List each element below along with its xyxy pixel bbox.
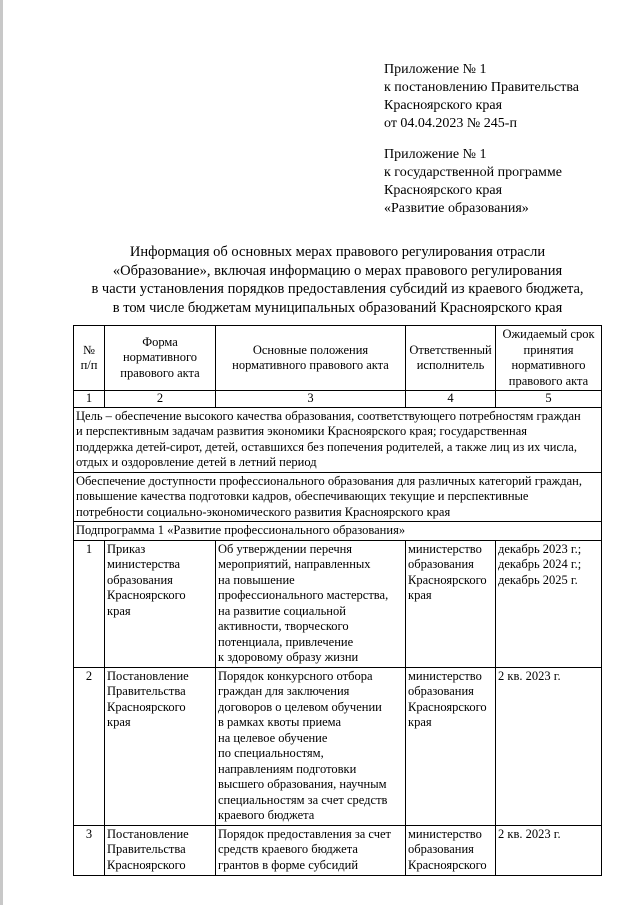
title-line: в том числе бюджетам муниципальных образований Красноярского края — [112, 299, 563, 316]
column-number: 2 — [105, 391, 216, 408]
row-number: 2 — [74, 667, 105, 825]
goal-cell: Цель – обеспечение высокого качества образования, соответствующего потребностям граждан и перспективным задачам развития экономики Красноярского края; государственная поддержка детей-сирот, детей, оставшихся без попечения родителей, а также лиц из их числа, отдых и оздоровление детей в летний период — [74, 407, 602, 472]
column-number-row — [74, 391, 602, 408]
act-form-cell: Приказ министерства образования Красноярского края — [105, 540, 216, 667]
act-form-cell: Постановление Правительства Красноярского края — [105, 667, 216, 825]
title-line: в части установления порядков предоставления субсидий из краевого бюджета, — [91, 281, 584, 297]
executor-cell: министерство образования Красноярского края — [406, 540, 496, 667]
appendix-line: Красноярского края — [384, 98, 503, 113]
title-line: Информация об основных мерах правового регулирования отрасли — [129, 244, 546, 260]
header-executor: Ответственный исполнитель — [406, 326, 496, 391]
document-title — [40, 243, 635, 317]
appendix-line: «Развитие образования» — [384, 201, 529, 216]
column-number: 5 — [496, 391, 602, 408]
appendix-line: к государственной программе — [384, 165, 562, 180]
table-header-row — [74, 326, 602, 391]
table-row — [74, 825, 602, 875]
appendix-line: Красноярского края — [384, 183, 503, 198]
table-row — [74, 540, 602, 667]
title-line: «Образование», включая информацию о мерах правового регулирования — [112, 262, 563, 279]
scan-edge — [0, 0, 3, 905]
provisions-cell: Об утверждении перечня мероприятий, направленных на повышение профессионального мастерства, на развитие социальной активности, творческого потенциала, привлечение к здоровому образу жизни — [216, 540, 406, 667]
goal-row — [74, 407, 602, 472]
executor-cell: министерство образования Красноярского края — [406, 667, 496, 825]
deadline-cell: 2 кв. 2023 г. — [496, 667, 602, 825]
act-form-cell: Постановление Правительства Красноярского — [105, 825, 216, 875]
task-cell: Обеспечение доступности профессионального образования для различных категорий граждан, повышение качества подготовки кадров, обеспечивающих текущие и перспективные потребности социально-экономического развития Красноярского края — [74, 472, 602, 522]
provisions-cell: Порядок конкурсного отбора граждан для заключения договоров о целевом обучении в рамках квоты приема на целевое обучение по специальностям, направлениям подготовки высшего образования, научным специальностям за счет средств краевого бюджета — [216, 667, 406, 825]
header-act-form: Форма нормативного правового акта — [105, 326, 216, 391]
subprogram-cell: Подпрограмма 1 «Развитие профессионального образования» — [74, 522, 602, 541]
subprogram-row — [74, 522, 602, 541]
deadline-cell: декабрь 2023 г.; декабрь 2024 г.; декабрь 2025 г. — [496, 540, 602, 667]
appendix-line: Приложение № 1 — [384, 147, 487, 162]
header-deadline: Ожидаемый срок принятия нормативного правового акта — [496, 326, 602, 391]
provisions-cell: Порядок предоставления за счет средств краевого бюджета грантов в форме субсидий — [216, 825, 406, 875]
header-number: № п/п — [74, 326, 105, 391]
task-row — [74, 472, 602, 522]
table-row — [74, 667, 602, 825]
row-number: 3 — [74, 825, 105, 875]
appendix-line: к постановлению Правительства — [384, 80, 580, 95]
column-number: 3 — [216, 391, 406, 408]
appendix-line: Приложение № 1 — [384, 62, 487, 77]
appendix-line: от 04.04.2023 № 245-п — [384, 116, 517, 131]
appendix-resolution-reference — [384, 61, 624, 133]
column-number: 1 — [74, 391, 105, 408]
column-number: 4 — [406, 391, 496, 408]
measures-table — [73, 325, 602, 876]
header-provisions: Основные положения нормативного правового акта — [216, 326, 406, 391]
deadline-cell: 2 кв. 2023 г. — [496, 825, 602, 875]
appendix-program-reference — [384, 146, 624, 218]
row-number: 1 — [74, 540, 105, 667]
executor-cell: министерство образования Красноярского — [406, 825, 496, 875]
